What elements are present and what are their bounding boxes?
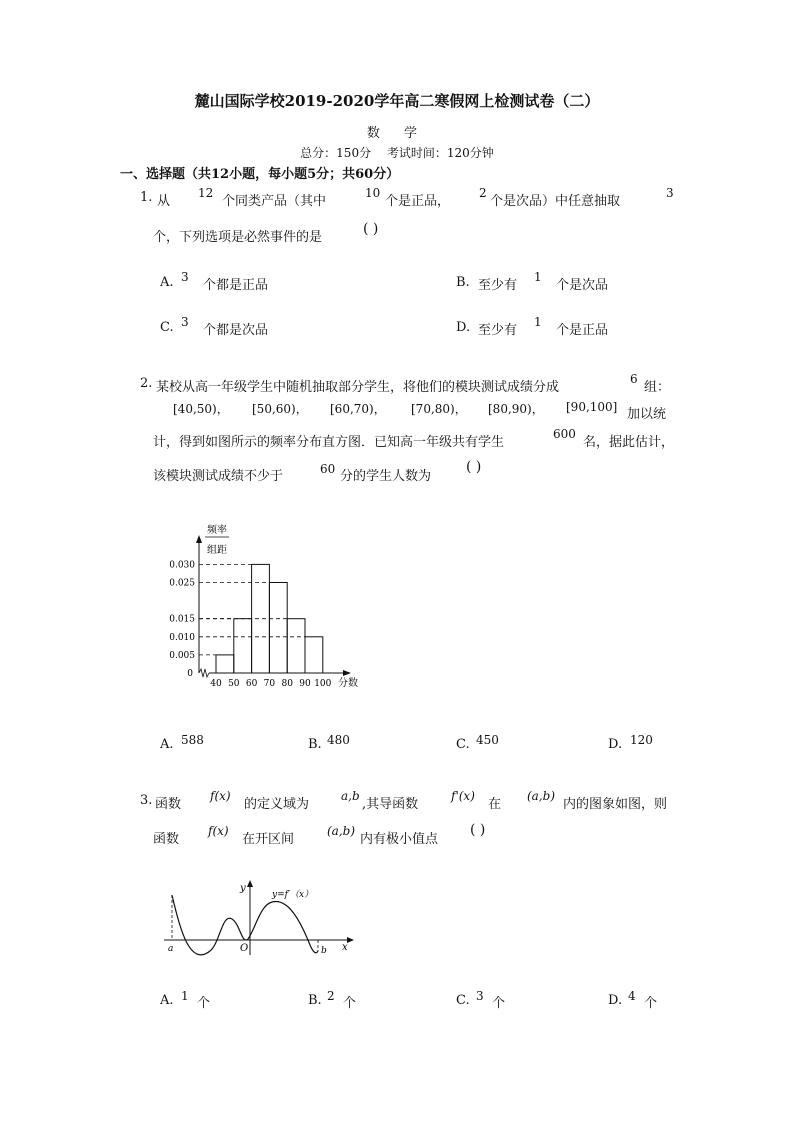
q1-option-b-letter: B. [456,275,470,290]
histogram-bar [305,637,323,673]
y-axis-arrow-icon [247,880,253,887]
q2-num-60: 60 [320,462,336,476]
q2-text-4: 计，得到如图所示的频率分布直方图．已知高一年级共有学生 [153,435,505,450]
x-axis-arrow-icon [343,670,351,676]
q3-option-d-text: 个 [644,996,658,1011]
q1-answer-paren: ( ) [363,221,379,237]
q3-answer-paren: ( ) [470,822,486,838]
q2-text-1: 某校从高一年级学生中随机抽取部分学生，将他们的模块测试成绩分成 [156,380,560,395]
q3-interval-2: (a,b) [327,824,356,838]
q2-option-a: 588 [181,733,204,747]
q1-option-c-num: 3 [181,315,189,329]
q3-option-a-num: 1 [181,989,189,1003]
histogram-x-tick: 90 [299,679,311,689]
q1-text-1: 从 [157,194,171,209]
q1-text-3: 个是正品， [385,194,451,209]
q2-interval-1: [40,50)， [173,402,229,416]
q1-text-2: 个同类产品（其中 [222,194,327,209]
q2-text-5: 名，据此估计， [583,435,675,450]
histogram-x-tick: 40 [210,679,222,689]
q2-interval-5: [80,90)， [488,402,544,416]
histogram-x-tick: 60 [245,679,258,689]
graph-y-label: y [240,883,246,894]
histogram-y-tick: 0.025 [169,578,195,589]
q1-option-a-text: 个都是正品 [203,278,269,293]
q3-option-d-letter: D. [608,993,623,1008]
y-axis-arrow-icon [196,535,202,543]
q1-option-a-num: 3 [181,270,189,284]
q1-number: 1. [140,190,153,205]
q1-text-4: 个是次品）中任意抽取 [490,194,621,209]
graph-curve-label: y=f′（x） [272,890,314,900]
histogram-y-tick: 0.030 [169,560,195,571]
histogram-ylabel-bottom: 组距 [207,545,227,556]
histogram-bar [287,619,305,673]
q3-option-b-text: 个 [343,996,357,1011]
q1-option-c-text: 个都是次品 [203,323,269,338]
histogram-bar [216,655,234,673]
q1-text-5: 个，下列选项是必然事件的是 [153,230,323,245]
histogram-y-tick: 0.010 [169,632,195,643]
histogram-origin-label: 0 [187,669,193,679]
q2-interval-4: [70,80)， [411,402,467,416]
histogram-bar [252,564,270,673]
q3-text-8: 内有极小值点 [360,832,439,847]
q1-option-d-text: 个是正品 [556,323,609,338]
q2-text-2: 组： [644,380,671,395]
total-score: 总分：150分 [300,146,372,160]
histogram-x-tick: 50 [228,679,240,689]
q2-number: 2. [140,376,153,391]
histogram-x-tick: 80 [281,679,293,689]
q3-option-c-num: 3 [476,989,484,1003]
q2-text-3: 加以统 [627,407,667,422]
q3-ab: a,b [341,789,360,803]
graph-x-label: x [342,942,348,953]
q1-num-10: 10 [365,186,381,200]
histogram-x-tick: 100 [314,679,332,689]
q2-text-7: 分的学生人数为 [340,469,432,484]
q2-option-d: 120 [630,733,653,747]
exam-time: 考试时间：120分钟 [386,146,494,160]
frequency-histogram [155,515,370,695]
q1-num-3: 3 [666,186,674,200]
q1-num-12: 12 [198,186,214,200]
q1-option-c-letter: C. [160,320,174,335]
q3-text-4: 在 [488,797,502,812]
q3-text-2: 的定义域为 [244,797,310,812]
q1-option-b-num: 1 [534,270,542,284]
q2-option-d-letter: D. [608,737,623,752]
q2-interval-3: [60,70)， [330,402,386,416]
axis-break-icon [199,669,209,677]
q3-option-a-text: 个 [197,996,211,1011]
q1-option-b-pre: 至少有 [478,278,518,293]
exam-title: 麓山国际学校2019-2020学年高二寒假网上检测试卷（二） [194,92,600,110]
q2-num-600: 600 [553,427,576,441]
q2-option-b-letter: B. [308,737,322,752]
q1-option-a-letter: A. [160,275,174,290]
histogram-bar [269,583,287,674]
q3-option-d-num: 4 [628,989,636,1003]
q3-fx-2: f(x) [208,824,229,838]
histogram-y-tick: 0.005 [169,650,195,661]
section-heading: 一、选择题（共12小题，每小题5分；共60分） [120,167,400,182]
q3-option-c-text: 个 [492,996,506,1011]
q3-text-5: 内的图象如图，则 [563,797,668,812]
q1-option-b-text: 个是次品 [556,278,609,293]
histogram-ylabel-top: 频率 [207,525,227,536]
q3-text-6: 函数 [153,832,180,847]
graph-a-label: a [168,944,174,954]
histogram-xlabel: 分数 [338,678,358,689]
graph-b-label: b [321,946,327,956]
q2-option-c-letter: C. [456,737,470,752]
q1-option-d-num: 1 [534,315,542,329]
derivative-graph [160,875,360,960]
q2-option-a-letter: A. [160,737,174,752]
q3-fx: f(x) [210,789,231,803]
q3-option-c-letter: C. [456,993,470,1008]
q3-option-b-letter: B. [308,993,322,1008]
q2-num-6: 6 [630,372,638,386]
exam-subject: 数 学 [366,126,428,141]
q2-interval-6: [90,100] [566,400,618,414]
exam-meta [0,144,794,161]
q2-option-c: 450 [476,733,499,747]
histogram-x-tick: 70 [263,679,276,689]
q1-option-d-letter: D. [456,320,471,335]
q3-text-7: 在开区间 [242,832,295,847]
x-axis-arrow-icon [347,937,354,943]
histogram-y-tick: 0.015 [169,614,195,625]
q3-fpx: f'(x) [451,789,475,803]
graph-origin-label: O [240,943,249,954]
q2-interval-2: [50,60)， [252,402,308,416]
q2-text-6: 该模块测试成绩不少于 [153,469,284,484]
q1-num-2: 2 [479,186,487,200]
q2-answer-paren: ( ) [466,459,482,475]
q3-interval: (a,b) [527,789,556,803]
q1-option-d-pre: 至少有 [478,323,518,338]
q3-number: 3. [140,793,153,808]
q3-option-a-letter: A. [160,993,174,1008]
q3-text-1: 函数 [155,797,182,812]
q2-option-b: 480 [327,733,350,747]
histogram-bar [234,619,252,673]
q3-option-b-num: 2 [327,989,335,1003]
q3-text-3: ,其导函数 [362,797,419,812]
